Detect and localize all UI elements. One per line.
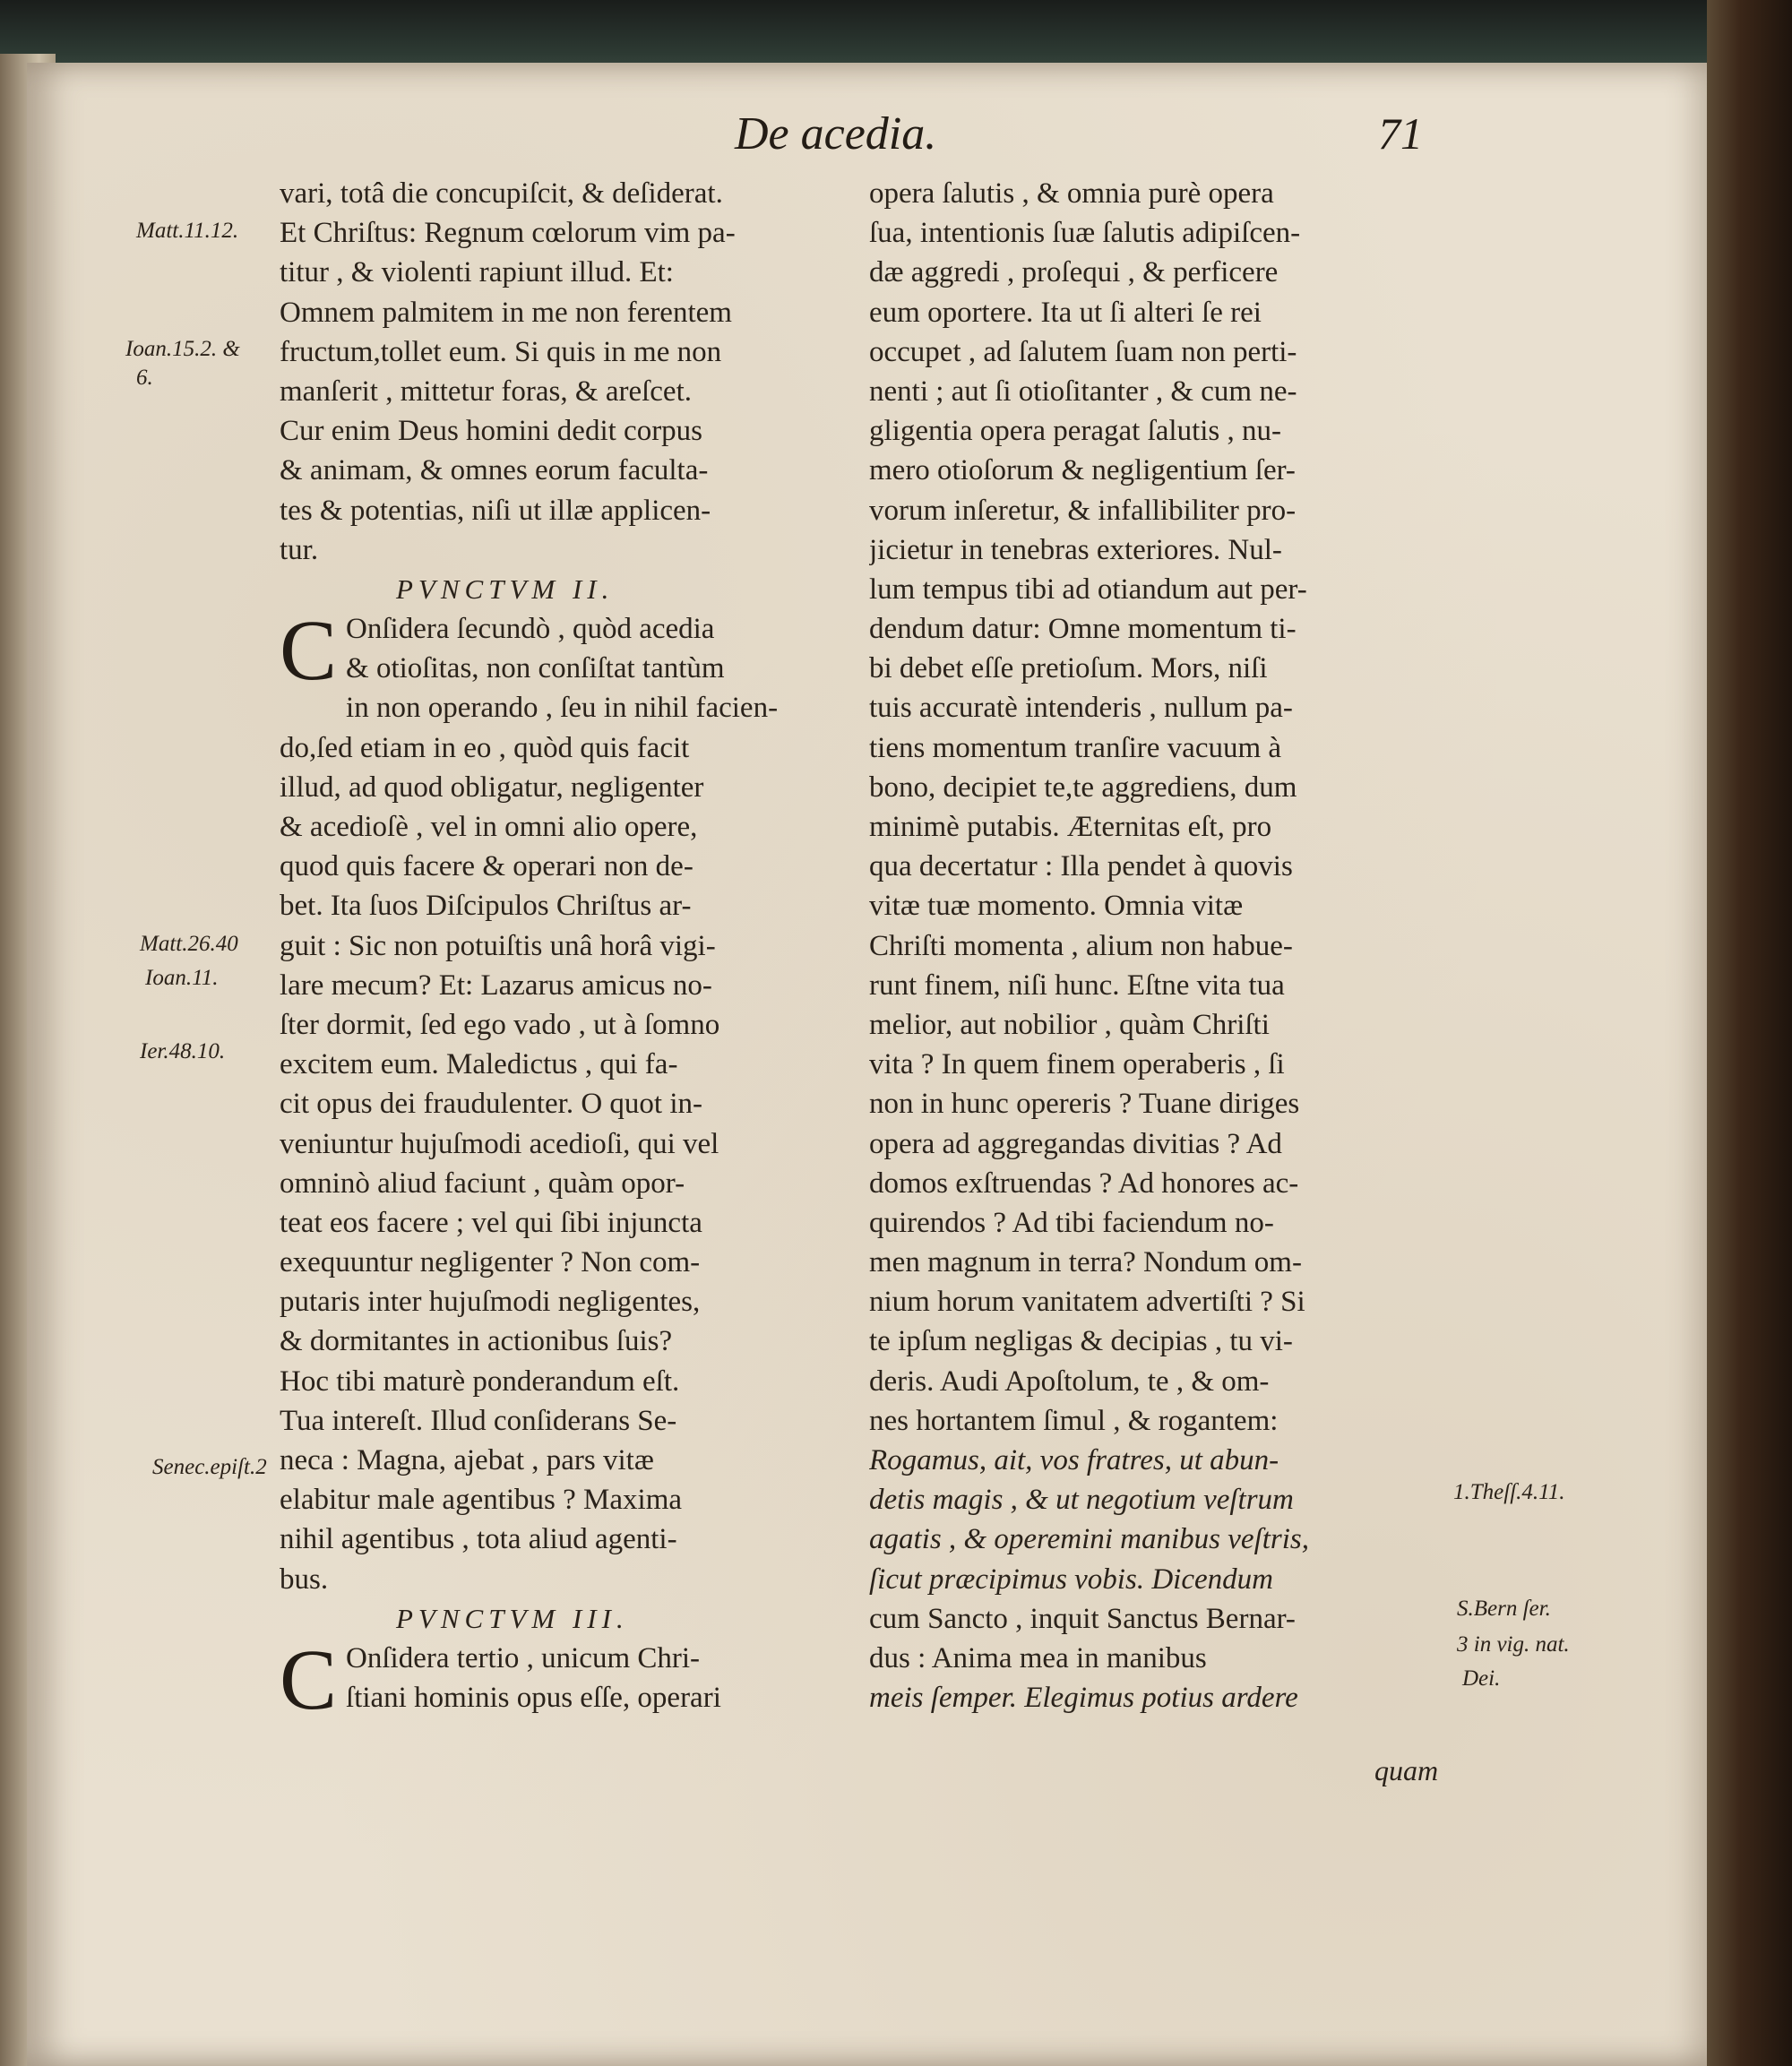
margin-note: Dei. [1462, 1666, 1501, 1691]
text-line: qua decertatur : Illa pendet à quovis [869, 850, 1293, 883]
margin-note: Matt.11.12. [136, 219, 239, 243]
page-number: 71 [1378, 108, 1423, 159]
text-line: detis magis , & ut negotium veſtrum [869, 1484, 1294, 1517]
margin-note: 6. [136, 366, 153, 390]
text-line: Onſidera ſecundò , quòd acedia [346, 613, 715, 646]
paragraph-punctum-3 [280, 1631, 853, 1727]
text-line: opera ad aggregandas divitias ? Ad [869, 1127, 1282, 1160]
text-line: gligentia opera peragat ſalutis , nu- [869, 415, 1282, 448]
text-line: vita ? In quem finem operaberis , ſi [869, 1048, 1285, 1081]
margin-note: 3 in vig. nat. [1457, 1632, 1570, 1657]
margin-note: S.Bern ſer. [1457, 1597, 1551, 1621]
margin-note: Ier.48.10. [140, 1039, 226, 1063]
text-line: tes & potentias, niſi ut illæ applicen- [280, 494, 711, 527]
text-line: & otioſitas, non conſiſtat tantùm [346, 652, 725, 685]
text-line: dendum datur: Omne momentum ti- [869, 613, 1297, 646]
text-line: Chriſti momenta , alium non habue- [869, 929, 1293, 962]
left-column [280, 174, 853, 1727]
text-line: Rogamus, ait, vos fratres, ut abun- [869, 1444, 1279, 1476]
text-line: bet. Ita ſuos Diſcipulos Chriſtus ar- [280, 890, 692, 923]
text-line: meis ſemper. Elegimus potius ardere [869, 1682, 1298, 1715]
drop-cap: C [280, 1631, 338, 1727]
text-line: cum Sancto , inquit Sanctus Bernar- [869, 1602, 1296, 1635]
text-line: opera ſalutis , & omnia purè opera [869, 177, 1274, 210]
text-line: lum tempus tibi ad otiandum aut per- [869, 572, 1307, 606]
text-line: neca : Magna, ajebat , pars vitæ [280, 1444, 654, 1476]
text-line: dæ aggredi , proſequi , & perficere [869, 256, 1279, 289]
text-line: illud, ad quod obligatur, negligenter [280, 770, 704, 804]
text-line: in non operando , ſeu in nihil facien- [346, 692, 779, 725]
text-line: manſerit , mittetur foras, & areſcet. [280, 374, 692, 408]
text-line: exequuntur negligenter ? Non com- [280, 1246, 701, 1279]
text-line: veniuntur hujuſmodi acedioſi, qui vel [280, 1127, 719, 1160]
text-line: mero otioſorum & negligentium ſer- [869, 454, 1296, 487]
drop-cap: C [280, 602, 338, 699]
text-line: nes hortantem ſimul , & rogantem: [869, 1404, 1279, 1437]
text-line: teat eos facere ; vel qui ſibi injuncta [280, 1206, 702, 1239]
text-line: quirendos ? Ad tibi faciendum no- [869, 1206, 1274, 1239]
text-line: bono, decipiet te,te aggrediens, dum [869, 770, 1297, 804]
text-line: men magnum in terra? Nondum om- [869, 1246, 1302, 1279]
right-column [869, 174, 1443, 1717]
text-line: ſicut præcipimus vobis. Dicendum [869, 1562, 1273, 1596]
text-line: do,ſed etiam in eo , quòd quis facit [280, 731, 690, 764]
text-line: te ipſum negligas & decipias , tu vi- [869, 1325, 1293, 1358]
text-line: domos exſtruendas ? Ad honores ac- [869, 1166, 1299, 1200]
text-line: Omnem palmitem in me non ferentem [280, 296, 732, 329]
text-line: vorum inſeretur, & infallibiliter pro- [869, 494, 1297, 527]
text-line: eum oportere. Ita ut ſi alteri ſe rei [869, 296, 1262, 329]
text-line: ſter dormit, ſed ego vado , ut à ſomno [280, 1008, 720, 1041]
section-heading: PVNCTVM III. [396, 1602, 629, 1634]
text-line: nenti ; aut ſi otioſitanter , & cum ne- [869, 374, 1297, 408]
text-line: guit : Sic non potuiſtis unâ horâ vigi- [280, 929, 716, 962]
text-line: & acedioſè , vel in omni alio opere, [280, 811, 698, 843]
catchword: quam [1374, 1754, 1439, 1786]
text-line: runt finem, niſi hunc. Eſtne vita tua [869, 968, 1285, 1002]
text-line: non in hunc opereris ? Tuane diriges [869, 1088, 1300, 1121]
text-line: vari, totâ die concupiſcit, & deſiderat. [280, 177, 723, 210]
text-line: omninò aliud faciunt , quàm opor- [280, 1166, 685, 1200]
text-line: tiens momentum tranſire vacuum à [869, 731, 1282, 764]
text-line: titur , & violenti rapiunt illud. Et: [280, 256, 674, 289]
margin-note: 1.Theſſ.4.11. [1453, 1480, 1565, 1504]
paragraph-punctum-2 [280, 602, 853, 1599]
text-line: jicietur in tenebras exteriores. Nul- [869, 533, 1282, 566]
text-line: Cur enim Deus homini dedit corpus [280, 415, 703, 448]
margin-note: Ioan.11. [145, 966, 219, 990]
running-head: De acedia. [735, 108, 937, 159]
text-line: bi debet eſſe pretioſum. Mors, niſi [869, 652, 1268, 685]
text-line: & animam, & omnes eorum faculta- [280, 454, 709, 487]
text-line: agatis , & operemini manibus veſtris, [869, 1523, 1310, 1556]
text-line: Onſidera tertio , unicum Chri- [346, 1641, 701, 1674]
margin-note: Ioan.15.2. & [125, 337, 240, 361]
text-line: Tua intereſt. Illud conſiderans Se- [280, 1404, 677, 1437]
text-line: ſua, intentionis ſuæ ſalutis adipiſcen- [869, 217, 1301, 250]
text-line: tur. [280, 533, 319, 566]
book-cover-edge [1707, 0, 1792, 2066]
text-line: melior, aut nobilior , quàm Chriſti [869, 1008, 1270, 1041]
text-line: bus. [280, 1562, 329, 1596]
text-line: elabitur male agentibus ? Maxima [280, 1484, 683, 1517]
text-line: ſtiani hominis opus eſſe, operari [346, 1682, 721, 1715]
text-line: occupet , ad ſalutem ſuam non perti- [869, 335, 1297, 368]
text-line: nium horum vanitatem advertiſti ? Si [869, 1286, 1305, 1319]
text-line: & dormitantes in actionibus ſuis? [280, 1325, 673, 1358]
text-line: Hoc tibi maturè ponderandum eſt. [280, 1364, 680, 1398]
text-line: putaris inter hujuſmodi negligentes, [280, 1286, 701, 1319]
text-line: lare mecum? Et: Lazarus amicus no- [280, 968, 712, 1002]
text-line: cit opus dei fraudulenter. O quot in- [280, 1088, 702, 1121]
text-line: minimè putabis. Æternitas eſt, pro [869, 811, 1272, 843]
text-line: vitæ tuæ momento. Omnia vitæ [869, 890, 1244, 923]
margin-note: Matt.26.40 [140, 932, 238, 956]
text-line: nihil agentibus , tota aliud agenti- [280, 1523, 677, 1556]
text-line: deris. Audi Apoſtolum, te , & om- [869, 1364, 1270, 1398]
text-line: quod quis facere & operari non de- [280, 850, 694, 883]
text-line: Et Chriſtus: Regnum cœlorum vim pa- [280, 217, 736, 250]
text-line: dus : Anima mea in manibus [869, 1641, 1207, 1674]
text-line: excitem eum. Maledictus , qui fa- [280, 1048, 678, 1081]
margin-note: Senec.epiſt.2 [152, 1455, 267, 1479]
text-line: tuis accuratè intenderis , nullum pa- [869, 692, 1293, 725]
page-header [0, 108, 1792, 170]
text-line: fructum,tollet eum. Si quis in me non [280, 335, 722, 368]
section-heading: PVNCTVM II. [396, 572, 615, 605]
